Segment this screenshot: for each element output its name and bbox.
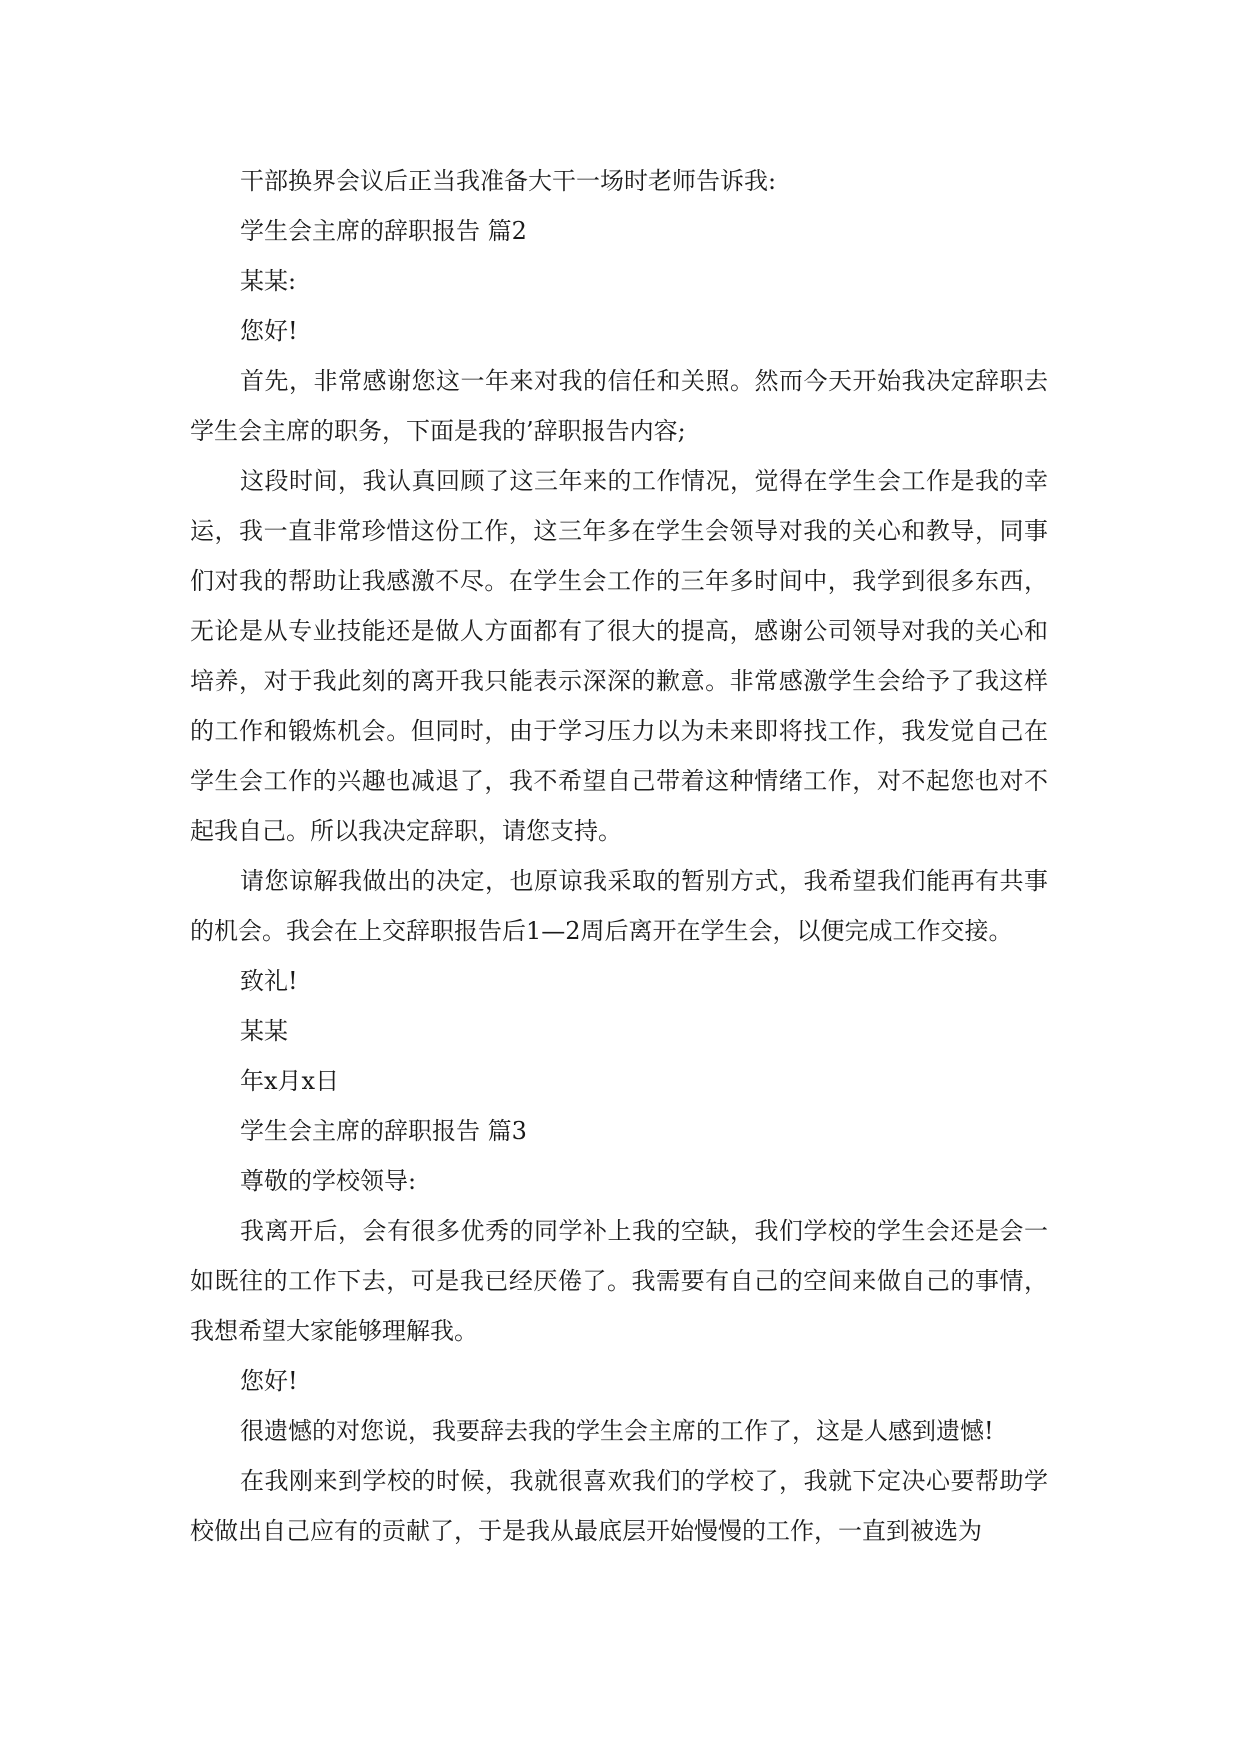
- paragraph: 请您谅解我做出的决定，也原谅我采取的暂别方式，我希望我们能再有共事的机会。我会在上交辞职报告后1—2周后离开在学生会，以便完成工作交接。: [190, 867, 1048, 945]
- paragraph: 在我刚来到学校的时候，我就很喜欢我们的学校了，我就下定决心要帮助学校做出自己应有的贡献了，于是我从最底层开始慢慢的工作，一直到被选为: [190, 1467, 1048, 1545]
- salutation: 某某:: [240, 267, 297, 295]
- signature: 某某: [240, 1017, 288, 1045]
- section-heading-3: 学生会主席的辞职报告 篇3: [240, 1117, 527, 1145]
- greeting: 您好!: [240, 1367, 298, 1395]
- section-heading-2: 学生会主席的辞职报告 篇2: [240, 217, 527, 245]
- paragraph: 首先，非常感谢您这一年来对我的信任和关照。然而今天开始我决定辞职去学生会主席的职务，下面是我的’辞职报告内容;: [190, 367, 1048, 445]
- greeting: 您好!: [240, 317, 298, 345]
- closing: 致礼!: [240, 967, 298, 995]
- date-line: 年x月x日: [240, 1067, 340, 1095]
- paragraph: 这段时间，我认真回顾了这三年来的工作情况，觉得在学生会工作是我的幸运，我一直非常珍惜这份工作，这三年多在学生会领导对我的关心和教导，同事们对我的帮助让我感激不尽。在学生会工作的三年多时间中，我学到很多东西，无论是从专业技能还是做人方面都有了很大的提高，感谢公司领导对我的关心和培养，对于我此刻的离开我只能表示深深的歉意。非常感激学生会给予了我这样的工作和锻炼机会。但同时，由于学习压力以为未来即将找工作，我发觉自己在学生会工作的兴趣也减退了，我不希望自己带着这种情绪工作，对不起您也对不起我自己。所以我决定辞职，请您支持。: [190, 467, 1048, 845]
- paragraph: 我离开后，会有很多优秀的同学补上我的空缺，我们学校的学生会还是会一如既往的工作下去，可是我已经厌倦了。我需要有自己的空间来做自己的事情，我想希望大家能够理解我。: [190, 1217, 1048, 1345]
- salutation: 尊敬的学校领导:: [240, 1167, 417, 1195]
- document-page: [190, 156, 1048, 1556]
- paragraph: 很遗憾的对您说，我要辞去我的学生会主席的工作了，这是人感到遗憾!: [240, 1417, 994, 1445]
- paragraph-intro: 干部换界会议后正当我准备大干一场时老师告诉我:: [240, 167, 777, 195]
